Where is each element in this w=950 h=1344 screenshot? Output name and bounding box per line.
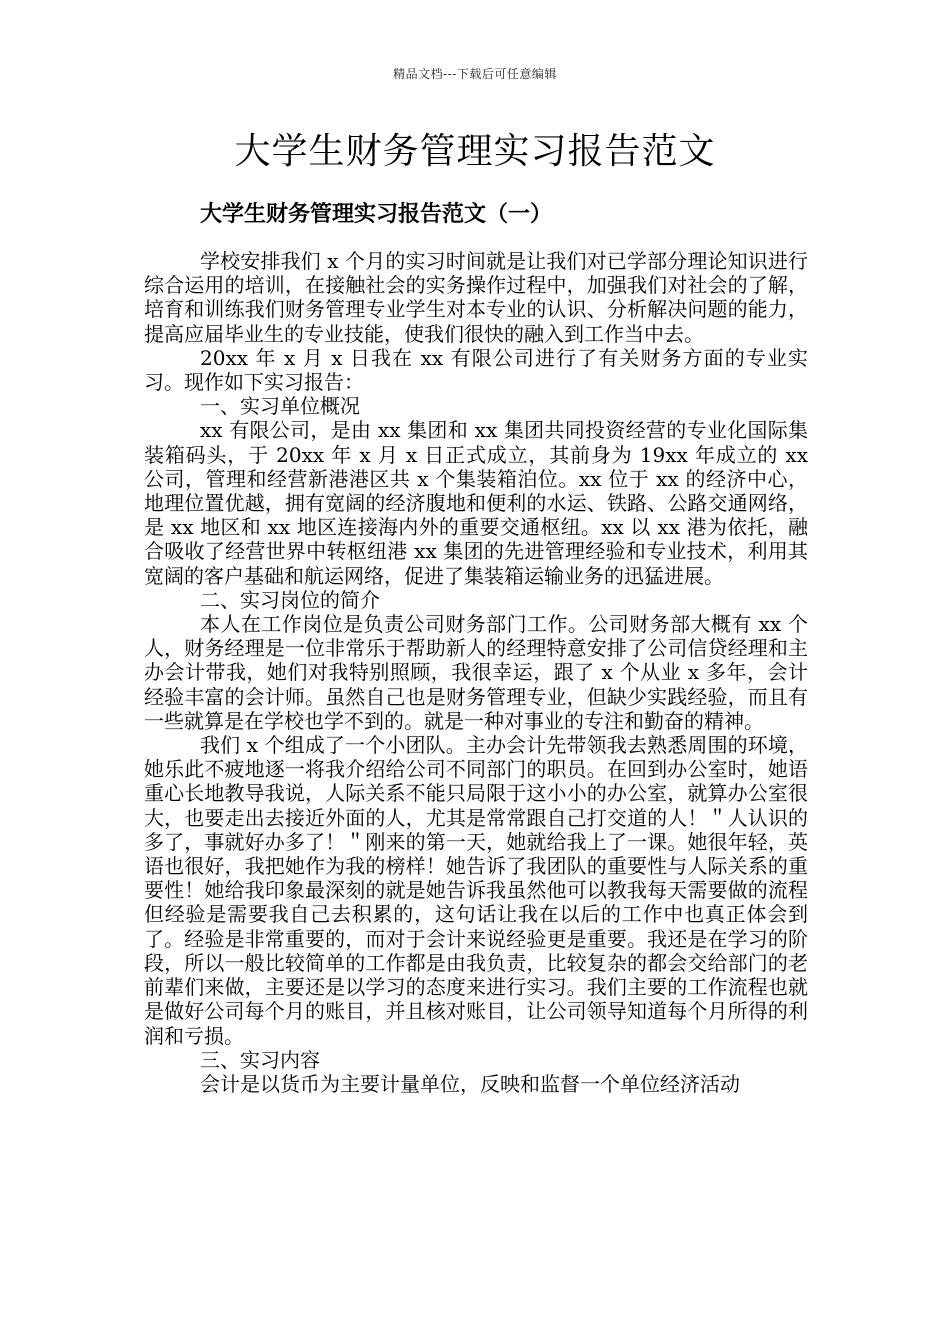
paragraph-team: 我们 x 个组成了一个小团队。主办会计先带领我去熟悉周围的环境，她乐此不疲地逐一将我介绍给公司不同部门的职员。在回到办公室时，她语重心长地教导我说，人际关系不能只局限于这小小的办公室，就算办公室很大，也要走出去接近外面的人，尤其是常常跟自己打交道的人！＂人认识的多了，事就好办多了！＂刚来的第一天，她就给我上了一课。她很年轻，英语也很好，我把她作为我的榜样！她告诉了我团队的重要性与人际关系的重要性！她给我印象最深刻的就是她告诉我虽然他可以教我每天需要做的流程但经验是需要我自己去积累的，这句话让我在以后的工作中也真正体会到了。经验是非常重要的，而对于会计来说经验更是重要。我还是在学习的阶段，所以一般比较简单的工作都是由我负责，比较复杂的都会交给部门的老前辈们来做，主要还是以学习的态度来进行实习。我们主要的工作流程也就是做好公司每个月的账目，并且核对账目，让公司领导知道每个月所得的利润和亏损。 — [144, 733, 808, 1048]
page-header-note: 精品文档---下载后可任意编辑 — [393, 67, 557, 81]
paragraph-intro: 学校安排我们 x 个月的实习时间就是让我们对已学部分理论知识进行综合运用的培训，在接触社会的实务操作过程中，加强我们对社会的了解，培育和训练我们财务管理专业学生对本专业的认识、分析解决问题的能力，提高应届毕业生的专业技能，使我们很快的融入到工作当中去。 — [144, 249, 808, 346]
paragraph-internship-content: 会计是以货币为主要计量单位，反映和监督一个单位经济活动 — [200, 1071, 740, 1096]
heading-company-overview: 一、实习单位概况 — [200, 394, 360, 419]
document-body — [144, 249, 808, 1096]
paragraph-company-overview: xx 有限公司，是由 xx 集团和 xx 集团共同投资经营的专业化国际集装箱码头，于 20xx 年 x 月 x 日正式成立，其前身为 19xx 年成立的 xx 公司，管理和经营新港港区共 x 个集装箱泊位。xx 位于 xx 的经济中心，地理位置优越，拥有宽阔的经济腹地和便利的水运、铁路、公路交通网络，是 xx 地区和 xx 地区连接海内外的重要交通枢纽。xx 以 xx 港为依托，融合吸收了经营世界中转枢纽港 xx 集团的先进管理经验和专业技术，利用其宽阔的客户基础和航运网络，促进了集装箱运输业务的迅猛进展。 — [144, 418, 808, 588]
section-title: 大学生财务管理实习报告范文（一） — [200, 201, 553, 227]
paragraph-position-intro: 本人在工作岗位是负责公司财务部门工作。公司财务部大概有 xx 个人，财务经理是一位非常乐于帮助新人的经理特意安排了公司信贷经理和主办会计带我，她们对我特别照顾，我很幸运，跟了 x 个从业 x 多年，会计经验丰富的会计师。虽然自己也是财务管理专业，但缺少实践经验，而且有一些就算是在学校也学不到的。就是一种对事业的专注和勤奋的精神。 — [144, 612, 808, 733]
heading-internship-content: 三、实习内容 — [200, 1047, 320, 1072]
heading-position-intro: 二、实习岗位的简介 — [200, 587, 380, 612]
paragraph-internship-date: 20xx 年 x 月 x 日我在 xx 有限公司进行了有关财务方面的专业实习。现作如下实习报告： — [144, 345, 808, 395]
document-title: 大学生财务管理实习报告范文 — [234, 131, 716, 172]
